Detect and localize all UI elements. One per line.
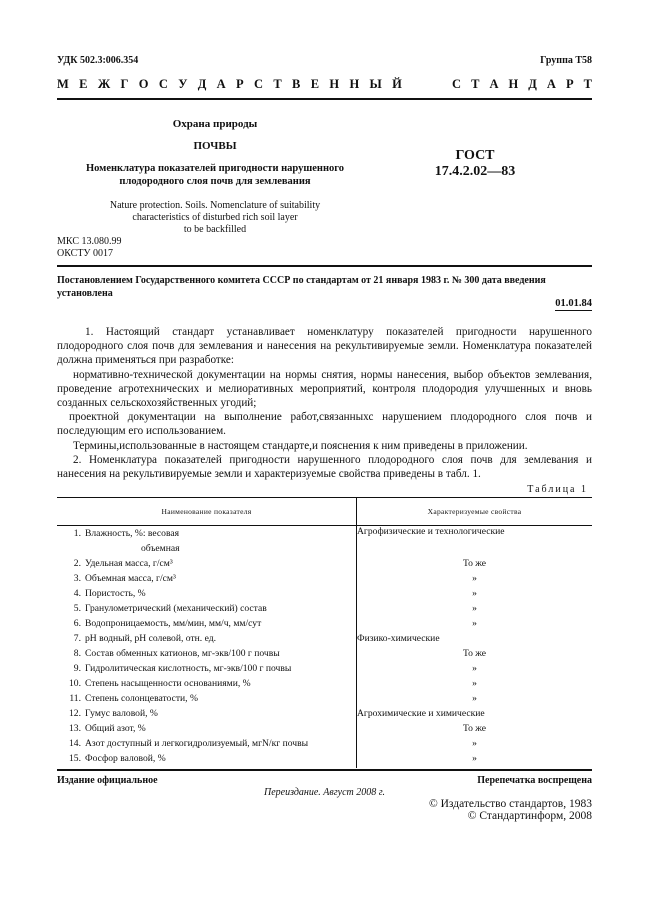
decree-text: Постановлением Государственного комитета СССР по стандартам от 21 января 1983 г. № 300 дата введения установлена (57, 275, 546, 299)
indicator-number: 11. (69, 693, 81, 704)
effective-date: 01.01.84 (555, 298, 592, 309)
table-row (57, 633, 592, 648)
indicator-cell (57, 648, 357, 663)
paragraph-3: проектной документации на выполнение работ,связанныхс нарушением плодородного слоя почв и последующим его использованием. (57, 411, 592, 438)
table-body (57, 526, 592, 769)
table-row (57, 693, 592, 708)
indicator-number: 2. (73, 558, 81, 569)
indicator-cell (57, 663, 357, 678)
table-row (57, 648, 592, 663)
indicator-cell (57, 723, 357, 738)
indicator-number: 15. (69, 753, 81, 764)
indicator-cell (57, 678, 357, 693)
indicator-name: Гумус валовой, % (85, 708, 158, 719)
banner-standard: С Т А Н Д А Р Т (452, 77, 592, 91)
property-cell: » (472, 753, 477, 764)
title-en3: to be backfilled (183, 224, 247, 235)
indicator-cell (57, 558, 357, 573)
indicator-cell (57, 526, 357, 544)
indicator-cell (57, 543, 357, 558)
table-row (57, 618, 592, 633)
indicator-number: 8. (73, 648, 81, 659)
udk-code: УДК 502.3:006.354 (57, 55, 139, 66)
title-rule (57, 265, 592, 267)
copyright-1: © Издательство стандартов, 1983 (428, 798, 592, 810)
indicator-number: 5. (73, 603, 81, 614)
table-caption: Таблица 1 (527, 484, 588, 495)
property-cell: То же (462, 648, 487, 659)
indicator-number: 7. (73, 633, 81, 644)
table-header-row (57, 497, 592, 526)
indicator-number: 9. (73, 663, 81, 674)
property-cell: » (472, 738, 477, 749)
gost-number: 17.4.2.02—83 (434, 164, 516, 179)
indicator-number: 3. (73, 573, 81, 584)
indicator-name: Гранулометрический (механический) состав (85, 603, 267, 614)
indicator-name: Гидролитическая кислотность, мг-экв/100 г почвы (85, 663, 292, 674)
indicator-name: Пористость, % (85, 588, 146, 599)
indicator-name: Общий азот, % (85, 723, 146, 734)
indicator-cell (57, 693, 357, 708)
indicator-cell (57, 708, 357, 723)
standard-banner (57, 77, 592, 92)
title-en1: Nature protection. Soils. Nomenclature of suitability (109, 200, 321, 211)
property-cell: » (472, 588, 477, 599)
property-cell: » (472, 693, 477, 704)
indicator-name: Влажность, %: весовая (85, 528, 180, 539)
property-cell: » (472, 603, 477, 614)
indicator-cell (57, 573, 357, 588)
indicator-name: Степень солонцеватости, % (85, 693, 198, 704)
indicator-number: 6. (73, 618, 81, 629)
table-row (57, 723, 592, 738)
indicator-name: Фосфор валовой, % (85, 753, 166, 764)
indicator-number: 13. (69, 723, 81, 734)
indicator-number: 1. (73, 528, 81, 539)
property-cell: Физико-химические (357, 633, 440, 644)
table-row (57, 588, 592, 603)
indicator-name: Водопроницаемость, мм/мин, мм/ч, мм/сут (85, 618, 262, 629)
footer-rule (57, 769, 592, 771)
gost-label: ГОСТ (455, 148, 495, 163)
property-cell: » (472, 618, 477, 629)
banner-interstate: М Е Ж Г О С У Д А Р С Т В Е Н Н Ы Й (57, 77, 402, 91)
title-line4: плодородного слоя почв для землевания (119, 176, 311, 187)
property-cell: Агрохимические и химические (357, 708, 485, 719)
property-cell: » (472, 678, 477, 689)
table-row (57, 573, 592, 588)
indicator-name: Азот доступный и легкогидролизуемый, мгN/кг почвы (85, 738, 309, 749)
mks-code: МКС 13.080.99 (57, 236, 122, 247)
property-cell: » (472, 573, 477, 584)
indicator-name: Состав обменных катионов, мг-экв/100 г почвы (85, 648, 280, 659)
property-cell: То же (462, 558, 487, 569)
table-row (57, 603, 592, 618)
indicator-cell (57, 738, 357, 753)
table-row (57, 678, 592, 693)
table-row (57, 543, 592, 558)
property-cell: » (472, 663, 477, 674)
copyright-2: © Стандартинформ, 2008 (467, 810, 592, 822)
table-row (57, 663, 592, 678)
indicator-name: Объемная масса, г/см³ (85, 573, 176, 584)
paragraph-5: 2. Номенклатура показателей пригодности нарушенного плодородного слоя почв для землевания и нанесения на рекультивируемые земли и характеризуемые свойства приведены в табл. 1. (57, 453, 592, 481)
table-row (57, 753, 592, 768)
col-header-name: Наименование показателя (57, 497, 357, 526)
indicator-cell (57, 633, 357, 648)
reprint-forbidden: Перепечатка воспрещена (477, 775, 592, 786)
header-rule (57, 98, 592, 100)
reissue-note: Переиздание. Август 2008 г. (263, 787, 386, 798)
table-container (57, 497, 592, 768)
table-row (57, 558, 592, 573)
title-line2: ПОЧВЫ (193, 140, 237, 152)
indicator-number: 10. (69, 678, 81, 689)
indicator-name: Удельная масса, г/см³ (85, 558, 173, 569)
indicator-number: 12. (69, 708, 81, 719)
okstu-code: ОКСТУ 0017 (57, 248, 114, 259)
body-text (57, 325, 592, 481)
indicator-cell (57, 753, 357, 768)
col-header-property: Характеризуемые свойства (357, 497, 593, 526)
indicator-cell (57, 603, 357, 618)
indicator-number: 4. (73, 588, 81, 599)
indicator-name: Степень насыщенности основаниями, % (85, 678, 251, 689)
official-edition: Издание официальное (57, 775, 158, 786)
table-row (57, 708, 592, 723)
title-line1: Охрана природы (172, 118, 258, 130)
paragraph-1: 1. Настоящий стандарт устанавливает номенклатуру показателей пригодности нарушенного плодородного слоя почв для землевания и нанесения на рекультивируемые земли. Номенклатура показателей должна применяться при разработке: (57, 326, 592, 367)
title-en2: characteristics of disturbed rich soil layer (132, 212, 298, 223)
title-line3: Номенклатура показателей пригодности нарушенного (85, 163, 345, 174)
table-row (57, 526, 592, 544)
indicator-cell (57, 588, 357, 603)
indicator-name: pH водный, pH солевой, отн. ед. (85, 633, 216, 644)
paragraph-2: нормативно-технической документации на нормы снятия, нормы нанесения, выбор объектов землевания, проведение агротехнических и мелиоративных мероприятий, контроля плодородия улучшенных и вновь созданных сельскохозяйственных угодий; (57, 368, 592, 410)
property-cell: Агрофизические и технологические (357, 526, 505, 537)
indicator-cell (57, 618, 357, 633)
indicator-name: объемная (141, 543, 180, 554)
indicator-number: 14. (69, 738, 81, 749)
table-row (57, 738, 592, 753)
group-code: Группа Т58 (540, 55, 592, 66)
paragraph-4: Термины,использованные в настоящем стандарте,и пояснения к ним приведены в приложении. (73, 439, 528, 452)
property-cell: То же (462, 723, 487, 734)
indicators-table (57, 497, 592, 768)
property-cell (357, 543, 593, 558)
